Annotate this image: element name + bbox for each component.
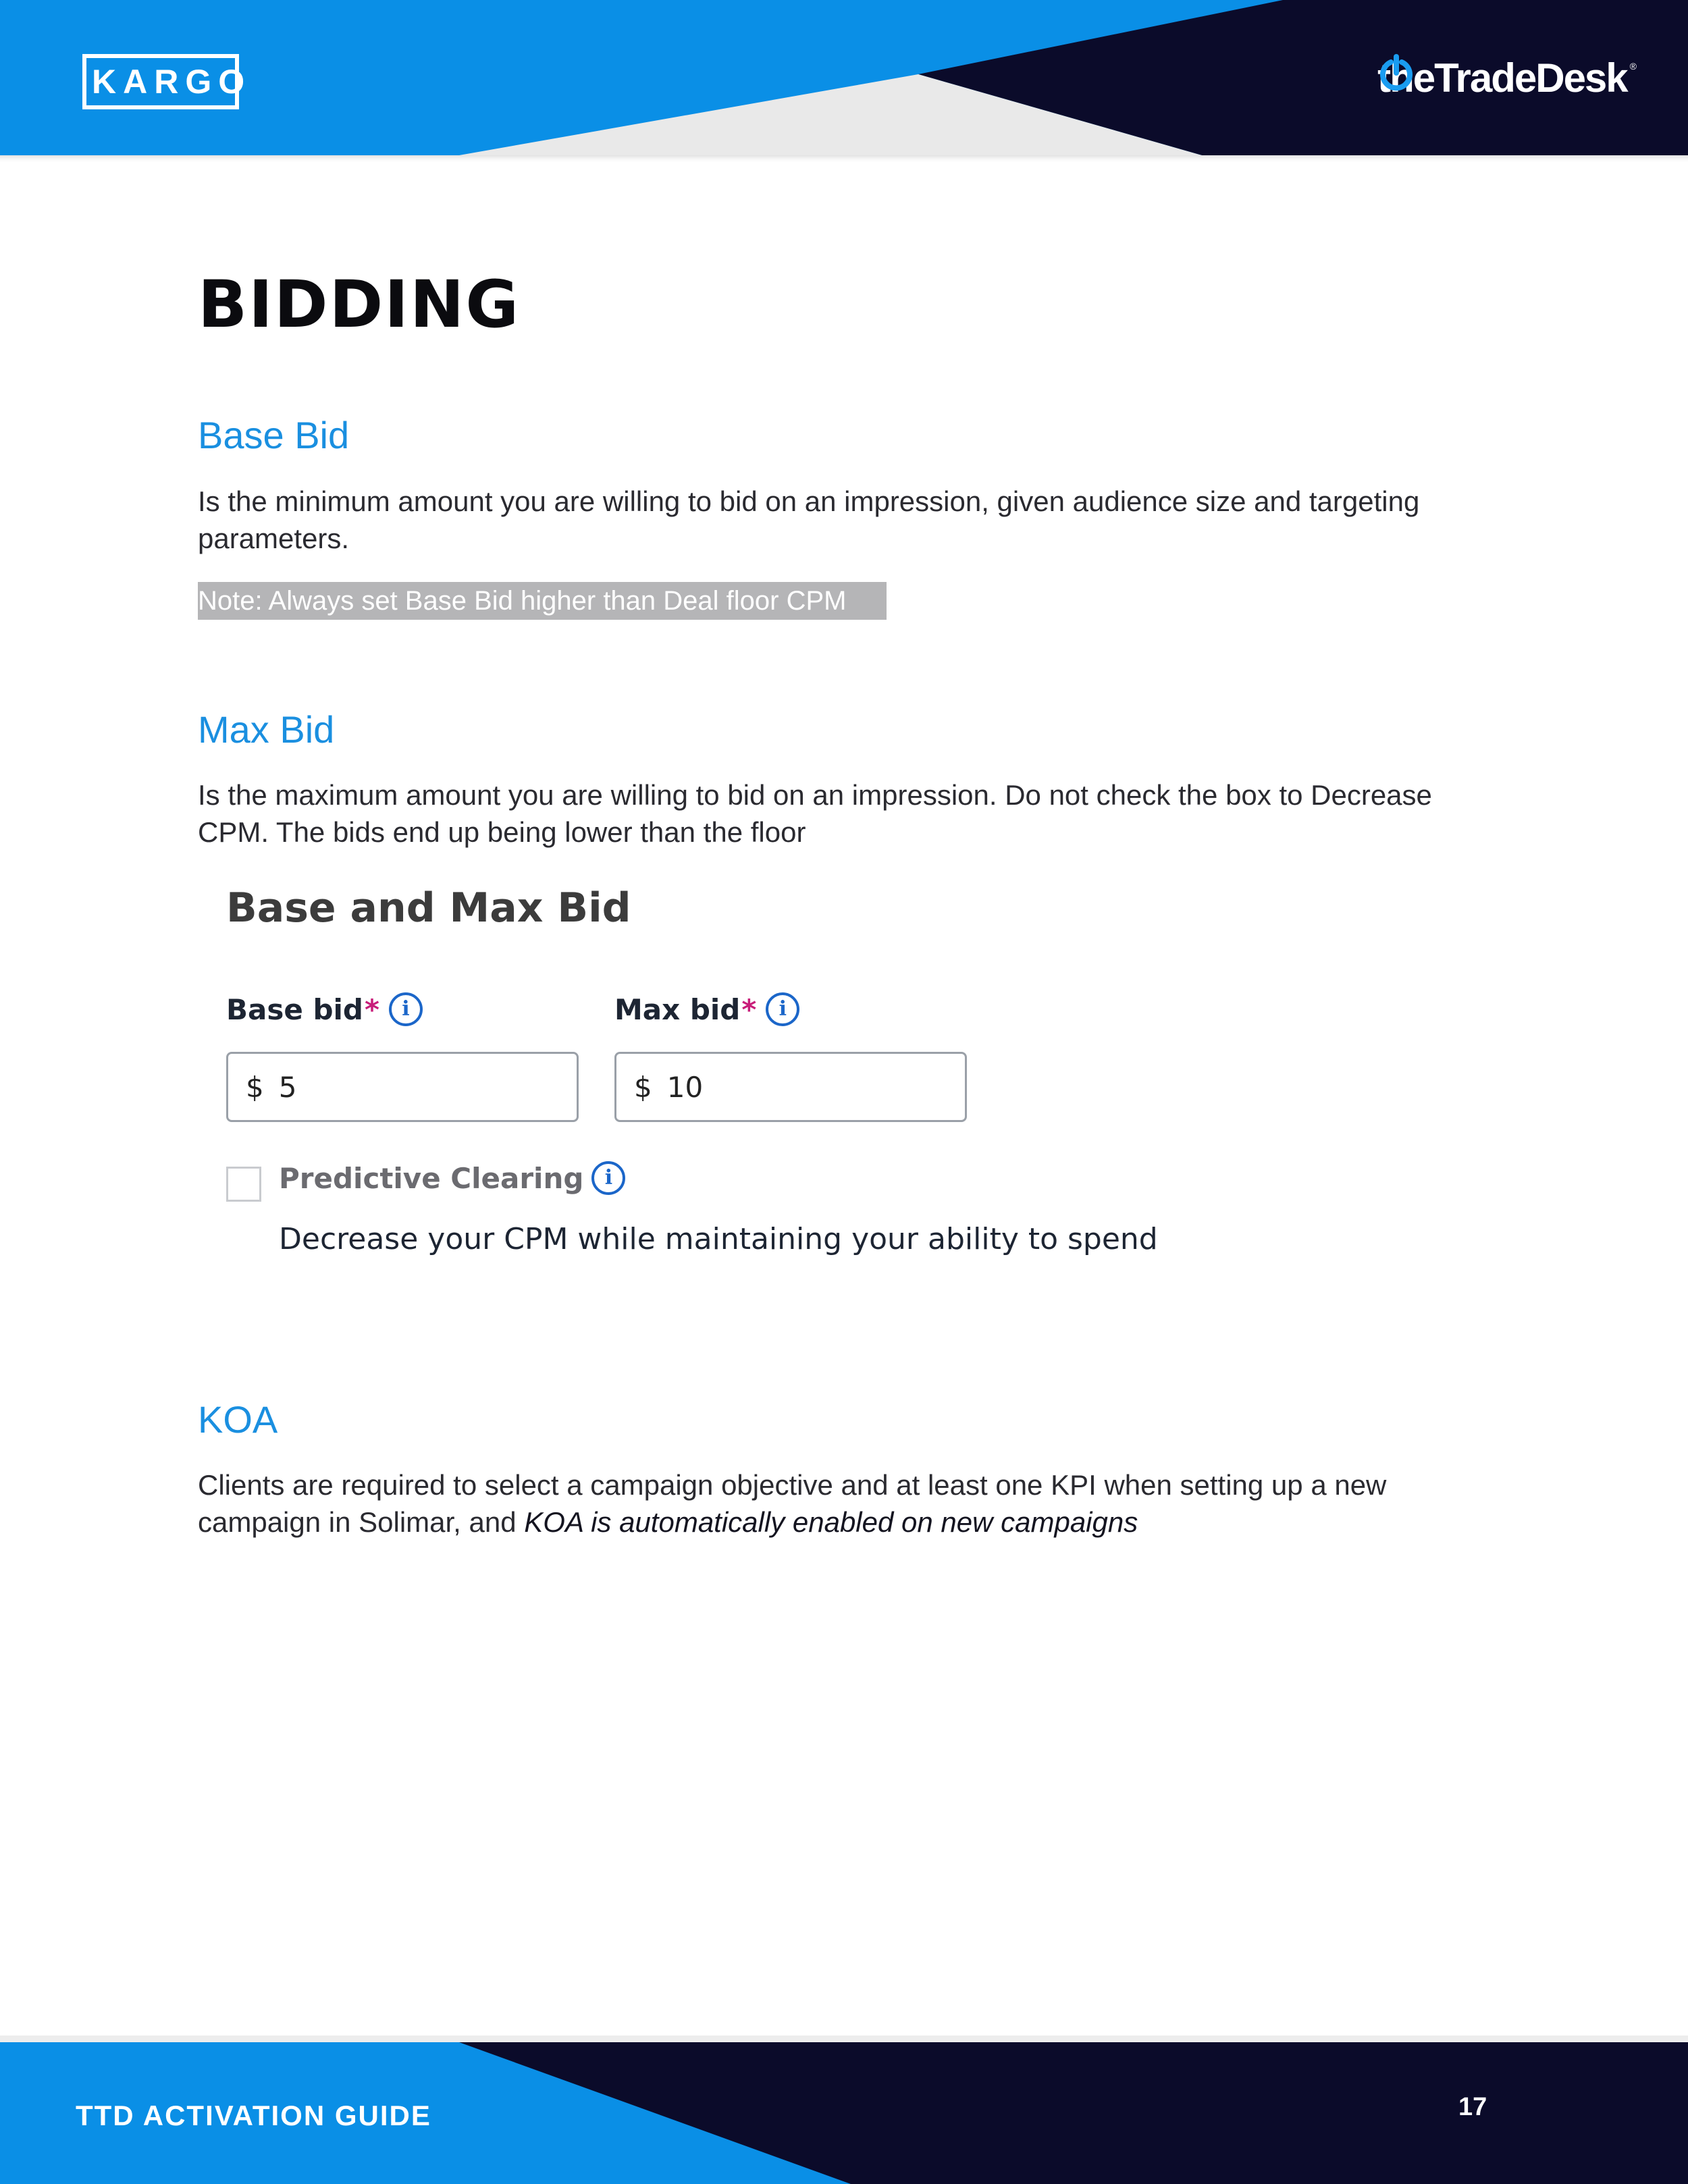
kargo-logo: KARGO <box>82 54 239 109</box>
predictive-clearing-checkbox[interactable] <box>226 1167 261 1202</box>
currency-symbol: $ <box>246 1070 264 1104</box>
base-bid-note: Note: Always set Base Bid higher than Deal floor CPM <box>198 582 887 620</box>
max-bid-label-text: Max bid <box>614 992 741 1026</box>
power-icon <box>1377 54 1415 92</box>
info-icon[interactable]: i <box>389 992 423 1026</box>
info-icon[interactable]: i <box>591 1161 625 1195</box>
the-trade-desk-logo <box>1377 54 1637 101</box>
predictive-clearing-label <box>279 1161 625 1195</box>
base-and-max-bid-panel <box>226 884 1171 1276</box>
max-bid-description: Is the maximum amount you are willing to bid on an impression. Do not check the box to Decrease CPM. The bids end up being lower than the floor <box>198 779 1432 848</box>
ttd-logo-text: theTradeDesk <box>1377 55 1627 101</box>
max-bid-heading: Max Bid <box>198 708 335 751</box>
footer-title: TTD ACTIVATION GUIDE <box>76 2100 431 2131</box>
max-bid-value: 10 <box>666 1070 704 1104</box>
koa-description-emphasis: KOA is automatically enabled on new campaigns <box>524 1506 1138 1538</box>
base-bid-label <box>226 992 423 1026</box>
predictive-clearing-label-text: Predictive Clearing <box>279 1161 584 1195</box>
max-bid-input[interactable] <box>614 1052 967 1122</box>
base-bid-heading: Base Bid <box>198 414 350 456</box>
panel-title: Base and Max Bid <box>226 884 631 932</box>
koa-description <box>198 1466 1494 1541</box>
max-bid-label <box>614 992 799 1026</box>
page-title: BIDDING <box>198 267 521 342</box>
base-bid-label-text: Base bid <box>226 992 363 1026</box>
page-number: 17 <box>1458 2093 1487 2121</box>
required-asterisk: * <box>741 992 757 1026</box>
base-bid-value: 5 <box>278 1070 297 1104</box>
predictive-clearing-description: Decrease your CPM while maintaining your ability to spend <box>279 1222 1158 1256</box>
base-bid-description: Is the minimum amount you are willing to bid on an impression, given audience size and targeting parameters. <box>198 485 1420 554</box>
info-icon[interactable]: i <box>766 992 799 1026</box>
currency-symbol: $ <box>634 1070 652 1104</box>
base-bid-input[interactable] <box>226 1052 579 1122</box>
koa-description-text: Clients are required to select a campaign objective and at least one KPI when setting up a new campaign in Solimar, and <box>198 1469 1387 1538</box>
koa-heading: KOA <box>198 1398 278 1441</box>
registered-mark: ® <box>1629 61 1637 72</box>
required-asterisk: * <box>365 992 379 1026</box>
page-header <box>0 0 1688 162</box>
